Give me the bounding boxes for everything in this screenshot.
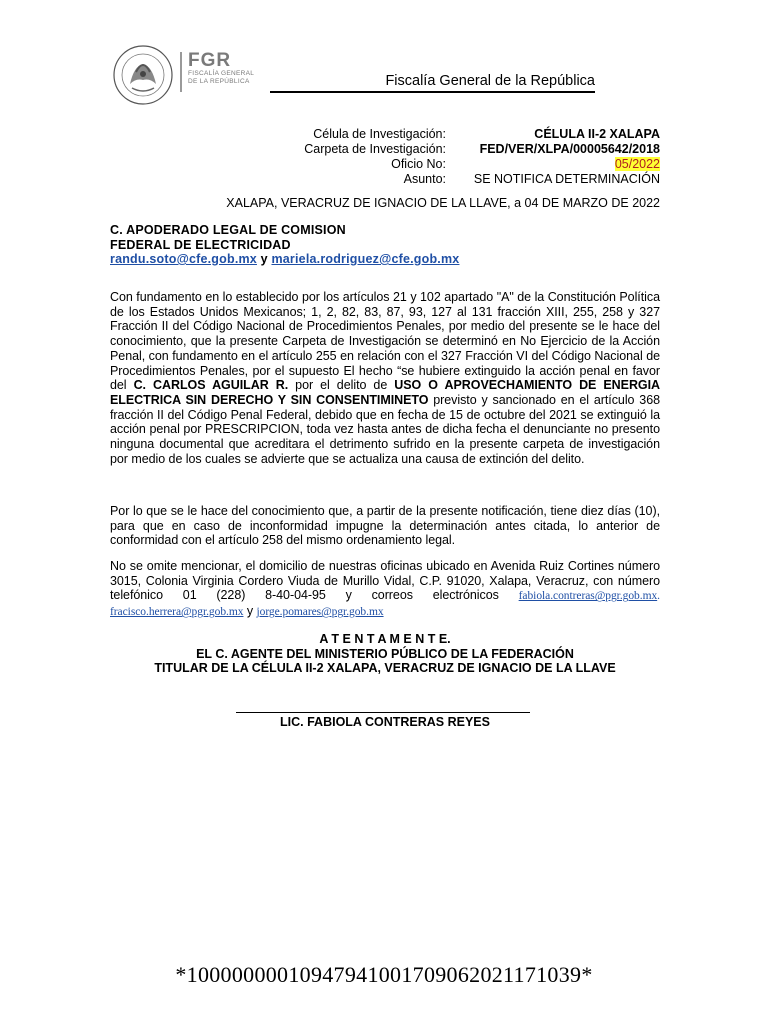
email-link-1[interactable]: randu.soto@cfe.gob.mx [110,252,257,266]
logo-line-1: FISCALÍA GENERAL [188,70,255,77]
paragraph-text: No se omite mencionar, el domicilio de nuestras oficinas ubicado en Avenida Ruiz Cortines número 3015, Colonia Virginia Cordero Viuda de Murillo Vidal, C.P. 91020, Xalapa, Veracruz, con número telefónico 01 (228) 8-40-04-95 y correos electrónicos [110,559,660,603]
folder-value: FED/VER/XLPA/00005642/2018 [479,142,660,156]
crime-name: USO O APROVECHAMIENTO DE ENERGIA ELECTRICA SIN DERECHO Y SIN CONSENTIMINETO [110,378,660,407]
logo-acronym: FGR [188,50,232,71]
subject-label: Asunto: [403,172,446,186]
paragraph-text: por el delito de [288,378,395,393]
addressee-block [110,223,660,267]
meta-row-office [250,157,660,172]
meta-row-subject [250,172,660,187]
closing-title: TITULAR DE LA CÉLULA II-2 XALAPA, VERACRUZ DE IGNACIO DE LA LLAVE [154,661,616,675]
meta-row-folder [250,142,660,157]
contact-email-1[interactable]: fabiola.contreras@pgr.gob.mx [518,590,658,603]
mexico-seal-logo [112,44,174,106]
paragraph-deadline: Por lo que se le hace del conocimiento que, a partir de la presente notificación, tiene diez días (10), para que en caso de inconformidad impugne la determinación antes citada, lo anterior de conformidad con el artículo 258 del mismo ordenamiento legal. [110,504,660,548]
addressee-line-2: FEDERAL DE ELECTRICIDAD [110,237,291,252]
cell-label: Célula de Investigación: [313,127,446,141]
paragraph-text: Con fundamento en lo establecido por los artículos 21 y 102 apartado "A" de la Constitución Política de los Estados Unidos Mexicanos; 1, 2, 82, 83, 87, 93, 127 al 131 fracción XIII, 255, 258 y 327 Fracción II del Código Nacional de Procedimientos Penales, por medio del presente se le hace del conocimiento, que la presente Carpeta de Investigación se determinó en No Ejercicio de la Acción Penal, con fundamento en el artículo 255 en relación con el 327 Fracción VI del Código Nacional de Procedimientos Penales, por el supuesto El hecho “se hubiere extinguido la acción penal en favor del [110,290,660,393]
addressee-emails [110,252,660,267]
contact-email-2[interactable]: fracisco.herrera@pgr.gob.mx [110,606,244,619]
email-conjunction: y [256,252,272,266]
page-title: Fiscalía General de la República [270,73,595,93]
paragraph-text: previsto y sancionado en el artículo 368 fracción II del Código Penal Federal, debido que en fecha de 15 de octubre del 2021 se extinguió la acción penal por PRESCRIPCION, toda vez hasta antes de dicha fecha el denunciante no presento ninguna documental que acreditara el detrimento sufrido en la presente carpeta de investigación por medio de los cuales se advierte que se actualiza una causa de extinción del delito. [110,392,660,466]
case-metadata [250,127,660,187]
closing-salutation: A T E N T A M E N T E. [319,632,451,646]
logo-line-2: DE LA REPÚBLICA [188,77,250,85]
logo-divider [180,52,182,92]
paragraph-determination [110,290,660,466]
meta-row-cell [250,127,660,142]
office-number: 05/2022 [614,157,660,171]
closing-role: EL C. AGENTE DEL MINISTERIO PÚBLICO DE LA FEDERACIÓN [196,646,574,661]
email-link-2[interactable]: mariela.rodriguez@cfe.gob.mx [271,252,460,266]
paragraph-contact [110,559,660,620]
cell-value: CÉLULA II-2 XALAPA [534,127,660,141]
contact-email-3[interactable]: jorge.pomares@pgr.gob.mx [256,606,384,619]
signatory-name: LIC. FABIOLA CONTRERAS REYES [280,715,490,729]
closing-block [110,632,660,676]
barcode-number: *1000000001094794100170906202117103​9* [175,962,593,987]
subject-value: SE NOTIFICA DETERMINACIÓN [473,172,660,186]
office-label: Oficio No: [391,157,446,171]
fgr-logo [180,52,260,94]
signature-line [236,712,530,713]
place-date: XALAPA, VERACRUZ DE IGNACIO DE LA LLAVE, a 04 DE MARZO DE 2022 [226,196,660,210]
email-separator: . [657,590,660,603]
folder-label: Carpeta de Investigación: [304,142,446,156]
accused-name: C. CARLOS AGUILAR R. [133,378,289,393]
addressee-line-1: C. APODERADO LEGAL DE COMISION [110,223,346,237]
email-conjunction: y [243,604,257,619]
